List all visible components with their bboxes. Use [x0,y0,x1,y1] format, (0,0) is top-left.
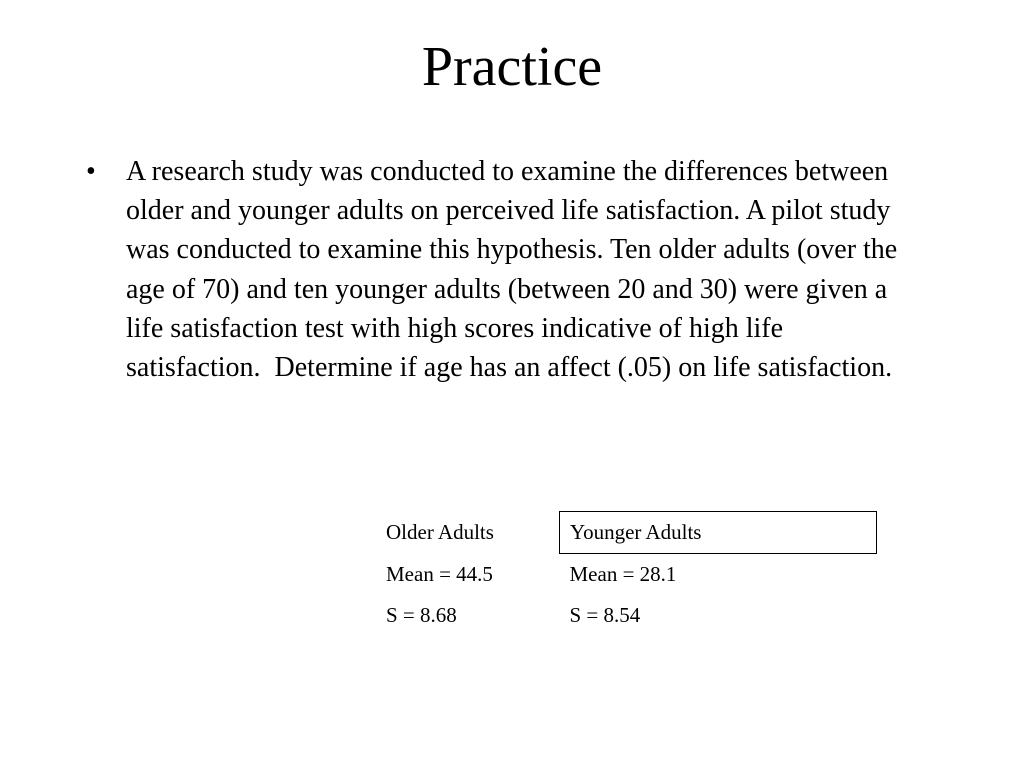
younger-mean-cell: Mean = 28.1 [569,562,677,586]
table-row [376,554,877,596]
header-younger-adults: Younger Adults [560,512,877,554]
older-mean-cell: Mean = 44.5 [386,561,493,586]
bullet-icon: • [86,156,96,187]
younger-sd-cell: S = 8.54 [569,603,641,627]
stats-table [376,511,877,636]
table-header-row [376,512,877,554]
table-row [376,595,877,636]
slide-title: Practice [421,36,603,98]
older-sd-cell: S = 8.68 [386,603,457,627]
header-older-adults: Older Adults [386,520,494,544]
problem-description: A research study was conducted to examine the differences between older and younger adults on perceived life satisfaction. A pilot study was conducted to examine this hypothesis. Ten older adults (over the age of 70) and ten younger adults (between 20 and 30) were given a life satisfaction test with high scores indicative of high life satisfaction. Determine if age has an affect (.05) on life satisfaction. [126,156,905,384]
